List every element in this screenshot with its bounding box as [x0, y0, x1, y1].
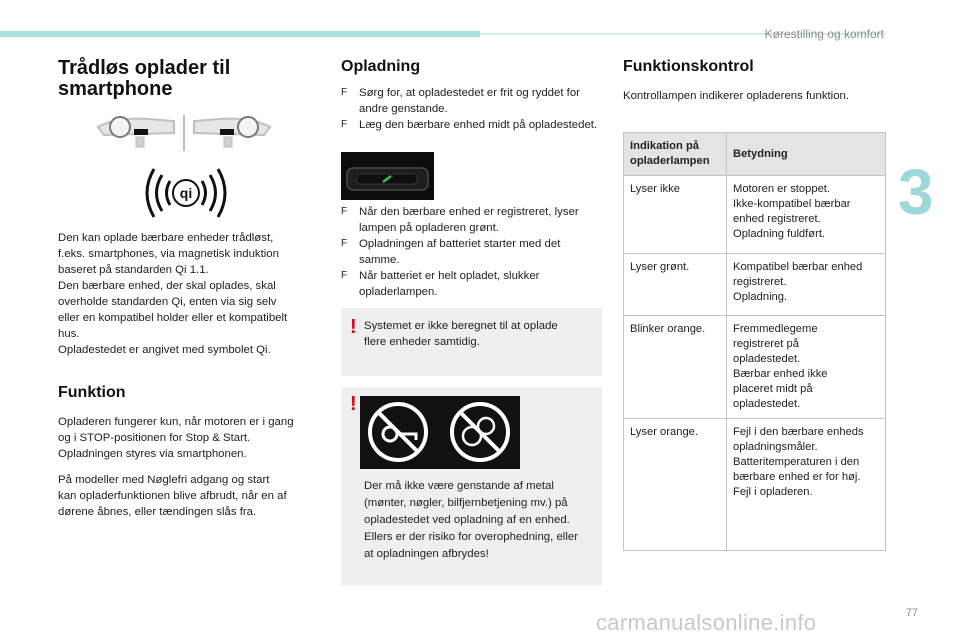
bullet-marker: F [341, 87, 348, 98]
function-check-heading: Funktionskontrol [623, 58, 754, 75]
warning-text-1: Systemet er ikke beregnet til at oplade flere enheder samtidig. [364, 320, 558, 348]
charging-steps-b-block [341, 204, 603, 300]
table-row [624, 254, 886, 316]
watermark: carmanualsonline.info [596, 610, 817, 635]
table-cell: Lyser ikke [624, 176, 727, 254]
intro-block [58, 230, 322, 358]
charging-steps-a [341, 85, 603, 133]
list-item: F Sørg for, at opladestedet er frit og ryddet for andre genstande. [341, 87, 580, 115]
function-paragraph-2: På modeller med Nøglefri adgang og start kan opladerfunktionen blive afbrudt, når en af dørene åbnes, eller tændingen slås fra. [58, 474, 287, 518]
charging-heading: Opladning [341, 58, 421, 75]
table-cell: Lyser grønt. [624, 254, 727, 316]
column-wireless-charger [58, 52, 322, 100]
table-cell: Blinker orange. [624, 316, 727, 419]
list-item: F Opladningen af batteriet starter med det samme. [341, 238, 561, 266]
qi-wireless-symbol [136, 163, 236, 223]
no-metal-objects-pictogram [360, 396, 520, 469]
function-paragraph-1: Opladeren fungerer kun, når motoren er i gang og i STOP-positionen for Stop & Start. Opladningen styres via smartphonen. [58, 416, 294, 460]
table-row [624, 419, 886, 551]
bullet-marker: F [341, 119, 348, 130]
page-title: Trådløs oplader til smartphone [58, 57, 231, 100]
table-row [624, 176, 886, 254]
table-header-meaning: Betydning [727, 133, 886, 176]
warning-icon: ! [350, 316, 357, 338]
table-cell: Kompatibel bærbar enhed registreret. Opladning. [727, 254, 886, 316]
qi-symbol-text: qi [179, 185, 193, 201]
list-item: F Når batteriet er helt opladet, slukker opladerlampen. [341, 270, 540, 298]
table-header-indicator: Indikation på opladerlampen [624, 133, 727, 176]
chapter-number: 3 [898, 156, 934, 228]
function-check-intro: Kontrollampen indikerer opladerens funktion. [623, 90, 850, 102]
function-section [58, 384, 322, 520]
table-header-row [624, 133, 886, 176]
table-row [624, 316, 886, 419]
dashboard-illustration [96, 113, 272, 153]
bullet-marker: F [341, 206, 348, 217]
charging-steps-b [341, 204, 603, 300]
charger-indicator-illustration [341, 152, 434, 200]
chapter-title: Kørestilling og komfort [764, 27, 884, 41]
column-function-check [623, 52, 887, 104]
table-cell: Motoren er stoppet. Ikke-kompatibel bærbar enhed registreret. Opladning fuldført. [727, 176, 886, 254]
left-drive-dashboard [98, 117, 174, 147]
intro-text: Den kan oplade bærbare enheder trådløst, f.eks. smartphones, via magnetisk induktion baseret på standarden Qi 1.1. Den bærbare enhed, der skal oplades, skal overholde standarden Qi, enten via sig selv eller en kompatibel holder eller et kompatibelt hus. Opladestedet er angivet med symbolet Qi. [58, 232, 288, 356]
warning-text-2: Der må ikke være genstande af metal (mønter, nøgler, bilfjernbetjening mv.) på opladestedet ved opladning af en enhed. Ellers er der risiko for overophedning, eller at opladningen afbrydes! [364, 480, 578, 560]
table-cell: Fremmedlegeme registreret på opladestedet. Bærbar enhed ikke placeret midt på opladestedet. [727, 316, 886, 419]
page-number: 77 [905, 607, 918, 619]
warning-box-metal-objects [341, 387, 602, 585]
header-accent-bar [0, 31, 480, 37]
bullet-marker: F [341, 238, 348, 249]
list-item: F Når den bærbare enhed er registreret, lyser lampen på opladeren grønt. [341, 206, 579, 234]
table-cell: Fejl i den bærbare enheds opladningsmåler. Batteritemperaturen i den bærbare enhed er for høj. Fejl i opladeren. [727, 419, 886, 551]
function-heading: Funktion [58, 384, 126, 401]
table-cell: Lyser orange. [624, 419, 727, 551]
right-drive-dashboard [194, 117, 270, 147]
list-item: F Læg den bærbare enhed midt på opladestedet. [341, 119, 598, 131]
indicator-table [623, 132, 886, 551]
column-charging [341, 52, 603, 133]
bullet-marker: F [341, 270, 348, 281]
warning-icon: ! [350, 393, 357, 415]
warning-box-single-device [341, 308, 602, 376]
